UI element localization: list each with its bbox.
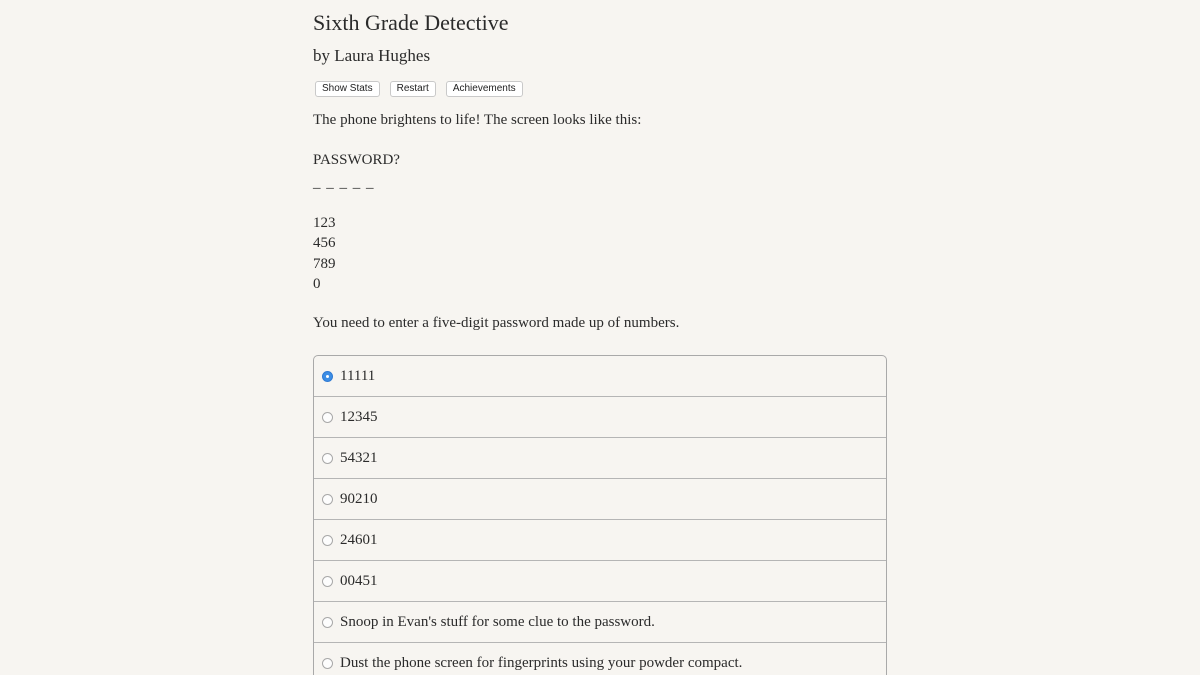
choice-label: 54321 <box>340 449 378 466</box>
choice-label: Snoop in Evan's stuff for some clue to the password. <box>340 613 655 630</box>
keypad-row: 789 <box>313 255 336 272</box>
keypad-row: 456 <box>313 235 336 252</box>
password-blanks: _ _ _ _ _ <box>313 175 375 191</box>
radio-button-icon[interactable] <box>322 617 333 628</box>
choice-label: Dust the phone screen for fingerprints using your powder compact. <box>340 654 743 671</box>
choice-option-7[interactable] <box>314 602 886 643</box>
show-stats-button[interactable]: Show Stats <box>315 81 380 97</box>
radio-button-icon[interactable] <box>322 453 333 464</box>
keypad-row: 123 <box>313 215 336 231</box>
choice-option-8[interactable] <box>314 643 886 675</box>
game-title: Sixth Grade Detective <box>313 10 509 35</box>
radio-button-icon[interactable] <box>322 535 333 546</box>
restart-button[interactable]: Restart <box>390 81 436 97</box>
radio-button-icon[interactable] <box>322 494 333 505</box>
toolbar <box>315 81 523 97</box>
choice-label: 00451 <box>340 572 378 589</box>
choice-option-3[interactable] <box>314 438 886 479</box>
radio-button-icon[interactable] <box>322 658 333 669</box>
radio-button-selected-icon[interactable] <box>322 371 333 382</box>
choice-option-5[interactable] <box>314 520 886 561</box>
keypad-row: 0 <box>313 275 321 292</box>
choice-option-2[interactable] <box>314 397 886 438</box>
choice-label: 12345 <box>340 408 378 425</box>
radio-button-icon[interactable] <box>322 576 333 587</box>
choice-label: 90210 <box>340 490 378 507</box>
choice-option-6[interactable] <box>314 561 886 602</box>
radio-button-icon[interactable] <box>322 412 333 423</box>
keypad-display <box>313 213 336 294</box>
story-instruction: You need to enter a five-digit password made up of numbers. <box>313 315 680 331</box>
story-intro: The phone brightens to life! The screen looks like this: <box>313 112 642 128</box>
choice-label: 24601 <box>340 531 378 548</box>
choice-option-1[interactable] <box>314 356 886 397</box>
achievements-button[interactable]: Achievements <box>446 81 523 97</box>
choice-option-4[interactable] <box>314 479 886 520</box>
game-author: by Laura Hughes <box>313 46 431 65</box>
password-prompt: PASSWORD? <box>313 152 400 168</box>
choice-label: 11111 <box>340 367 376 384</box>
choice-list <box>313 355 887 675</box>
